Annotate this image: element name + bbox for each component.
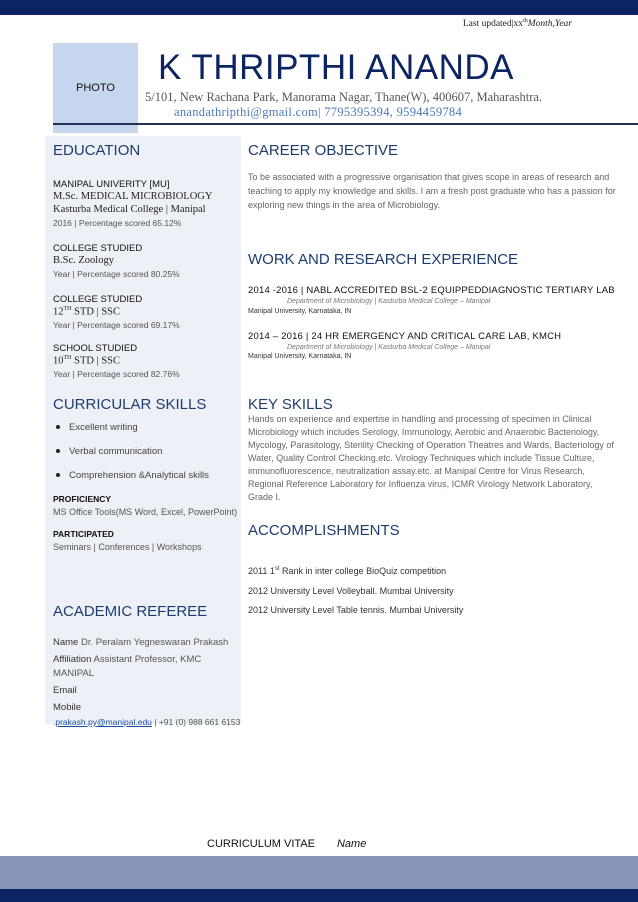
- contact-line: anandathripthi@gmail.com| 7795395394, 9594459784: [174, 105, 463, 119]
- education-degree: M.Sc. MEDICAL MICROBIOLOGY: [53, 191, 213, 202]
- accomplishments-heading: ACCOMPLISHMENTS: [248, 522, 400, 539]
- education-degree: B.Sc. Zoology: [53, 255, 114, 266]
- objective-text: To be associated with a progressive organisation that gives scope in areas of research and teaching to apply my knowledge and skills. I am a fresh post graduate who has a passion for exploring new things in the area of Microbiology.: [248, 172, 616, 210]
- bottom-bar: [0, 889, 638, 902]
- skills-heading: CURRICULAR SKILLS: [53, 396, 207, 413]
- last-updated: Last $updated|xx^{th}Month,Year$: [462, 18, 572, 30]
- footer-label: CURRICULUM VITAE Name: [207, 838, 367, 850]
- work-item-inst: Manipal University, Karnataka, IN: [248, 353, 352, 360]
- education-title: SCHOOL STUDIED: [53, 343, 138, 354]
- referee-name: Name Dr. Peralam Yegneswaran Prakash: [53, 637, 229, 648]
- referee-contact: .prakash.py@manipal.edu | +91 (0) 988 661 6153: [53, 717, 241, 727]
- education-meta: Year | Percentage scored 80.25%: [53, 269, 180, 279]
- work-item-dept: Department of Microbiology | Kasturba Medical College – Manipal: [287, 344, 491, 351]
- accomplishment-item: 2012 University Level Volleyball. Mumbai University: [248, 586, 454, 596]
- referee-affiliation-line2: MANIPAL: [53, 668, 95, 679]
- referee-email-label: Email: [53, 685, 77, 696]
- referee-affiliation: Affiliation Assistant Professor, KMC: [53, 654, 202, 665]
- work-item-dept: Department of Microbiology | Kasturba Medical College – Manipal: [287, 298, 491, 305]
- education-institution: Kasturba Medical College | Manipal: [53, 204, 206, 215]
- accomplishment-item: 2012 University Level Table tennis. Mumbai University: [248, 605, 464, 615]
- address: 5/101, New Rachana Park, Manorama Nagar, Thane(W), 400607, Maharashtra.: [145, 90, 543, 104]
- candidate-name: K THRIPTHI ANANDA: [158, 48, 514, 87]
- education-meta: Year | Percentage scored 82.76%: [53, 369, 180, 379]
- work-item-inst: Manipal University, Karnataka, IN: [248, 308, 352, 315]
- education-degree: 12TH STD | SSC: [53, 306, 120, 318]
- top-bar: [0, 0, 638, 15]
- skill-item: Verbal communication: [56, 446, 162, 457]
- objective-heading: CAREER OBJECTIVE: [248, 142, 399, 159]
- proficiency-text: MS Office Tools(MS Word, Excel, PowerPoint): [53, 507, 238, 517]
- bullet-icon: [56, 473, 60, 477]
- key-skills-text: Hands on experience and expertise in handling and processing of specimen in Clinical Microbiology which includes Serology, Immunology, Aerobic and Anaerobic Bacteriology, Mycology, Parasitology, Sterility Checking of Operation Theatres and Wards, Bacteriology of Water, Quality Control Checking.etc. Virology Techniques which include Tissue Culture, immunofluorescence, neutralization assay.etc. at Manipal Centre for Virus Research, Regional Reference Laboratory for Influenza virus, ICMR Virology Network Laboratory, Grade I.: [248, 414, 614, 503]
- education-title: COLLEGE STUDIED: [53, 243, 143, 254]
- key-skills-heading: KEY SKILLS: [248, 396, 333, 413]
- education-title: COLLEGE STUDIED: [53, 294, 143, 305]
- footer-band: [0, 856, 638, 889]
- participated-text: Seminars | Conferences | Workshops: [53, 542, 202, 552]
- proficiency-label: PROFICIENCY: [53, 494, 112, 504]
- education-heading: EDUCATION: [53, 142, 141, 159]
- education-meta: 2016 | Percentage scored 65.12%: [53, 218, 182, 228]
- skill-item: Comprehension &Analytical skills: [56, 470, 209, 481]
- bullet-icon: [56, 425, 60, 429]
- referee-heading: ACADEMIC REFEREE: [53, 603, 208, 620]
- work-item-title: 2014 -2016 | NABL ACCREDITED BSL-2 EQUIPPEDDIAGNOSTIC TERTIARY LAB: [248, 285, 615, 296]
- photo-placeholder: PHOTO: [53, 43, 138, 133]
- education-title: MANIPAL UNIVERITY [MU]: [53, 179, 170, 190]
- work-item-title: 2014 – 2016 | 24 HR EMERGENCY AND CRITICAL CARE LAB, KMCH: [248, 331, 562, 342]
- referee-email-link[interactable]: prakash.py@manipal.edu: [55, 717, 152, 727]
- accomplishment-item: 2011 1st Rank in inter college BioQuiz competition: [248, 566, 447, 576]
- education-meta: Year | Percentage scored 69.17%: [53, 320, 180, 330]
- bullet-icon: [56, 449, 60, 453]
- education-degree: 10TH STD | SSC: [53, 355, 120, 367]
- skill-item: Excellent writing: [56, 422, 138, 433]
- participated-label: PARTICIPATED: [53, 529, 114, 539]
- header-divider: [53, 123, 638, 125]
- referee-mobile-label: Mobile: [53, 702, 81, 713]
- work-heading: WORK AND RESEARCH EXPERIENCE: [248, 251, 519, 268]
